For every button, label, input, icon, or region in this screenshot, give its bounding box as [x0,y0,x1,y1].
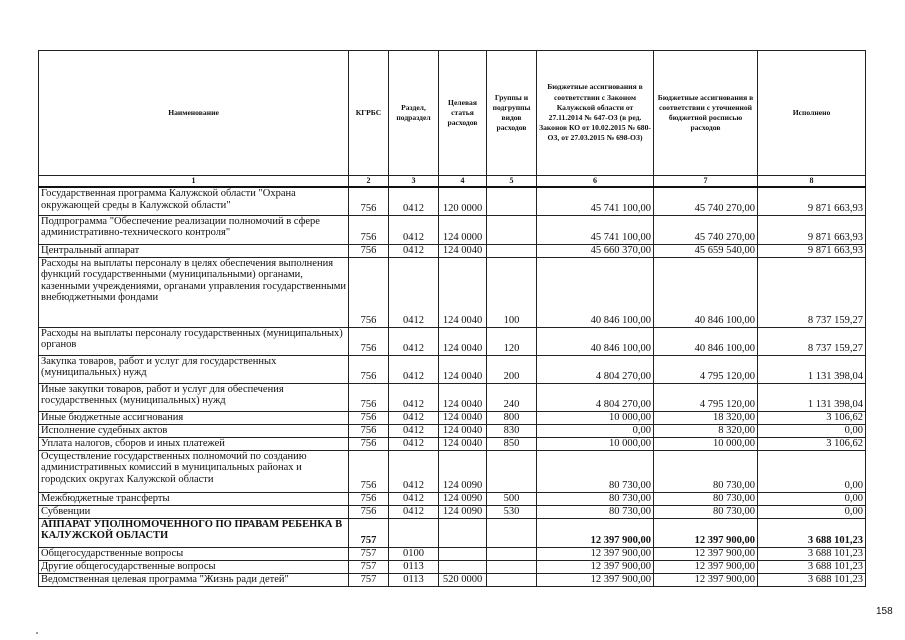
row-vid: 240 [487,383,537,411]
row-executed: 1 131 398,04 [758,355,866,383]
row-razdel: 0412 [389,492,439,505]
row-razdel: 0113 [389,573,439,586]
row-kgrbs: 756 [349,383,389,411]
row-budget-refined: 45 740 270,00 [654,215,758,244]
table-row [39,215,866,244]
row-kgrbs: 757 [349,518,389,547]
row-executed: 0,00 [758,450,866,492]
row-kgrbs: 756 [349,450,389,492]
row-statya: 520 0000 [439,573,487,586]
row-executed: 8 737 159,27 [758,327,866,355]
row-razdel: 0412 [389,187,439,215]
row-budget-refined: 80 730,00 [654,505,758,518]
table-body [39,187,866,586]
row-razdel [389,518,439,547]
row-budget-refined: 4 795 120,00 [654,355,758,383]
row-vid [487,215,537,244]
page-number: 158 [876,606,893,617]
row-executed: 3 106,62 [758,437,866,450]
row-vid: 850 [487,437,537,450]
row-budget-law: 4 804 270,00 [537,383,654,411]
row-name: Уплата налогов, сборов и иных платежей [39,437,349,450]
row-executed: 9 871 663,93 [758,187,866,215]
row-budget-refined: 8 320,00 [654,424,758,437]
row-statya: 124 0040 [439,411,487,424]
row-budget-law: 12 397 900,00 [537,573,654,586]
row-vid: 530 [487,505,537,518]
row-vid [487,450,537,492]
row-executed: 0,00 [758,424,866,437]
row-razdel: 0412 [389,215,439,244]
row-executed: 9 871 663,93 [758,215,866,244]
row-budget-refined: 80 730,00 [654,450,758,492]
row-statya [439,560,487,573]
row-budget-refined: 12 397 900,00 [654,573,758,586]
row-statya [439,518,487,547]
table-row [39,411,866,424]
row-name: Расходы на выплаты персоналу государственных (муниципальных) органов [39,327,349,355]
column-number-row [39,176,866,188]
row-name: Иные закупки товаров, работ и услуг для обеспечения государственных (муниципальных) нужд [39,383,349,411]
row-vid: 120 [487,327,537,355]
row-statya: 124 0040 [439,327,487,355]
row-statya: 124 0040 [439,355,487,383]
table-row [39,450,866,492]
row-name: Межбюджетные трансферты [39,492,349,505]
row-statya: 124 0040 [439,257,487,327]
row-kgrbs: 756 [349,327,389,355]
row-vid: 830 [487,424,537,437]
header-razdel: Раздел, подраздел [389,51,439,176]
row-budget-refined: 12 397 900,00 [654,560,758,573]
row-razdel: 0412 [389,257,439,327]
row-razdel: 0100 [389,547,439,560]
row-statya: 124 0040 [439,383,487,411]
row-executed: 0,00 [758,492,866,505]
column-number: 8 [758,176,866,188]
row-razdel: 0113 [389,560,439,573]
table-header-row [39,51,866,176]
row-kgrbs: 756 [349,492,389,505]
header-vid: Группы и подгруппы видов расходов [487,51,537,176]
row-kgrbs: 756 [349,187,389,215]
row-kgrbs: 757 [349,573,389,586]
budget-table [38,50,866,587]
row-statya: 124 0090 [439,505,487,518]
row-statya [439,547,487,560]
row-razdel: 0412 [389,383,439,411]
column-number: 3 [389,176,439,188]
row-kgrbs: 757 [349,547,389,560]
row-budget-refined: 40 846 100,00 [654,327,758,355]
row-budget-law: 40 846 100,00 [537,327,654,355]
row-vid [487,573,537,586]
row-name: Расходы на выплаты персоналу в целях обеспечения выполнения функций государственными (муниципальными) органами, казенными учреждениями, органами управления государственными внебюджетными фондами [39,257,349,327]
row-kgrbs: 756 [349,257,389,327]
header-statya: Целевая статья расходов [439,51,487,176]
row-budget-law: 12 397 900,00 [537,560,654,573]
row-name: Другие общегосударственные вопросы [39,560,349,573]
row-vid: 200 [487,355,537,383]
header-kgrbs: КГРБС [349,51,389,176]
row-vid [487,518,537,547]
table-row [39,505,866,518]
row-name: Подпрограмма "Обеспечение реализации полномочий в сфере административно-технического контроля" [39,215,349,244]
header-budget-law: Бюджетные ассигнования в соответствии с Законом Калужской области от 27.11.2014 № 647-ОЗ (в ред. Законов КО от 10.02.2015 № 680-ОЗ, от 27.03.2015 № 698-ОЗ) [537,51,654,176]
row-budget-law: 45 741 100,00 [537,215,654,244]
row-executed: 3 688 101,23 [758,573,866,586]
column-number: 2 [349,176,389,188]
row-budget-law: 80 730,00 [537,492,654,505]
row-statya: 120 0000 [439,187,487,215]
row-razdel: 0412 [389,450,439,492]
table-row [39,355,866,383]
row-budget-law: 45 741 100,00 [537,187,654,215]
table-row [39,437,866,450]
row-vid: 100 [487,257,537,327]
row-kgrbs: 756 [349,355,389,383]
row-statya: 124 0090 [439,492,487,505]
header-name: Наименование [39,51,349,176]
row-name: Ведомственная целевая программа "Жизнь ради детей" [39,573,349,586]
row-statya: 124 0000 [439,215,487,244]
row-vid: 800 [487,411,537,424]
column-number: 1 [39,176,349,188]
table-row [39,547,866,560]
row-budget-refined: 4 795 120,00 [654,383,758,411]
row-name: АППАРАТ УПОЛНОМОЧЕННОГО ПО ПРАВАМ РЕБЕНКА В КАЛУЖСКОЙ ОБЛАСТИ [39,518,349,547]
row-name: Закупка товаров, работ и услуг для государственных (муниципальных) нужд [39,355,349,383]
row-name: Центральный аппарат [39,244,349,257]
column-number: 7 [654,176,758,188]
row-budget-refined: 40 846 100,00 [654,257,758,327]
row-budget-refined: 12 397 900,00 [654,547,758,560]
row-razdel: 0412 [389,355,439,383]
row-kgrbs: 756 [349,215,389,244]
row-name: Исполнение судебных актов [39,424,349,437]
row-razdel: 0412 [389,424,439,437]
table-row [39,383,866,411]
row-vid [487,244,537,257]
row-budget-law: 12 397 900,00 [537,518,654,547]
table-row [39,560,866,573]
row-executed: 8 737 159,27 [758,257,866,327]
row-vid [487,560,537,573]
table-row [39,187,866,215]
row-statya: 124 0040 [439,437,487,450]
row-name: Субвенции [39,505,349,518]
row-name: Иные бюджетные ассигнования [39,411,349,424]
row-budget-refined: 10 000,00 [654,437,758,450]
row-budget-law: 40 846 100,00 [537,257,654,327]
table-row [39,257,866,327]
row-budget-refined: 12 397 900,00 [654,518,758,547]
row-kgrbs: 756 [349,244,389,257]
table-row [39,492,866,505]
row-executed: 1 131 398,04 [758,383,866,411]
row-razdel: 0412 [389,505,439,518]
row-razdel: 0412 [389,244,439,257]
header-executed: Исполнено [758,51,866,176]
row-budget-law: 80 730,00 [537,505,654,518]
row-budget-law: 0,00 [537,424,654,437]
row-vid [487,547,537,560]
row-budget-law: 10 000,00 [537,411,654,424]
table-row [39,327,866,355]
row-statya: 124 0090 [439,450,487,492]
row-budget-law: 4 804 270,00 [537,355,654,383]
row-executed: 3 688 101,23 [758,560,866,573]
row-statya: 124 0040 [439,244,487,257]
row-executed: 3 688 101,23 [758,547,866,560]
row-executed: 3 688 101,23 [758,518,866,547]
table-row [39,573,866,586]
row-executed: 9 871 663,93 [758,244,866,257]
column-number: 6 [537,176,654,188]
row-kgrbs: 756 [349,505,389,518]
scan-speck [36,632,38,634]
column-number: 4 [439,176,487,188]
row-budget-law: 12 397 900,00 [537,547,654,560]
row-kgrbs: 756 [349,437,389,450]
table-row [39,518,866,547]
row-budget-refined: 80 730,00 [654,492,758,505]
table-row [39,244,866,257]
row-budget-law: 80 730,00 [537,450,654,492]
row-budget-refined: 18 320,00 [654,411,758,424]
row-budget-refined: 45 659 540,00 [654,244,758,257]
row-razdel: 0412 [389,327,439,355]
row-budget-law: 10 000,00 [537,437,654,450]
row-name: Осуществление государственных полномочий по созданию административных комиссий в муниципальных районах и городских округах Калужской области [39,450,349,492]
row-razdel: 0412 [389,411,439,424]
column-number: 5 [487,176,537,188]
header-budget-refined: Бюджетные ассигнования в соответствии с уточненной бюджетной росписью расходов [654,51,758,176]
row-statya: 124 0040 [439,424,487,437]
row-razdel: 0412 [389,437,439,450]
row-kgrbs: 756 [349,424,389,437]
row-name: Общегосударственные вопросы [39,547,349,560]
table-row [39,424,866,437]
row-budget-refined: 45 740 270,00 [654,187,758,215]
row-kgrbs: 756 [349,411,389,424]
row-budget-law: 45 660 370,00 [537,244,654,257]
row-vid: 500 [487,492,537,505]
row-executed: 0,00 [758,505,866,518]
row-vid [487,187,537,215]
row-executed: 3 106,62 [758,411,866,424]
row-kgrbs: 757 [349,560,389,573]
row-name: Государственная программа Калужской области "Охрана окружающей среды в Калужской области" [39,187,349,215]
